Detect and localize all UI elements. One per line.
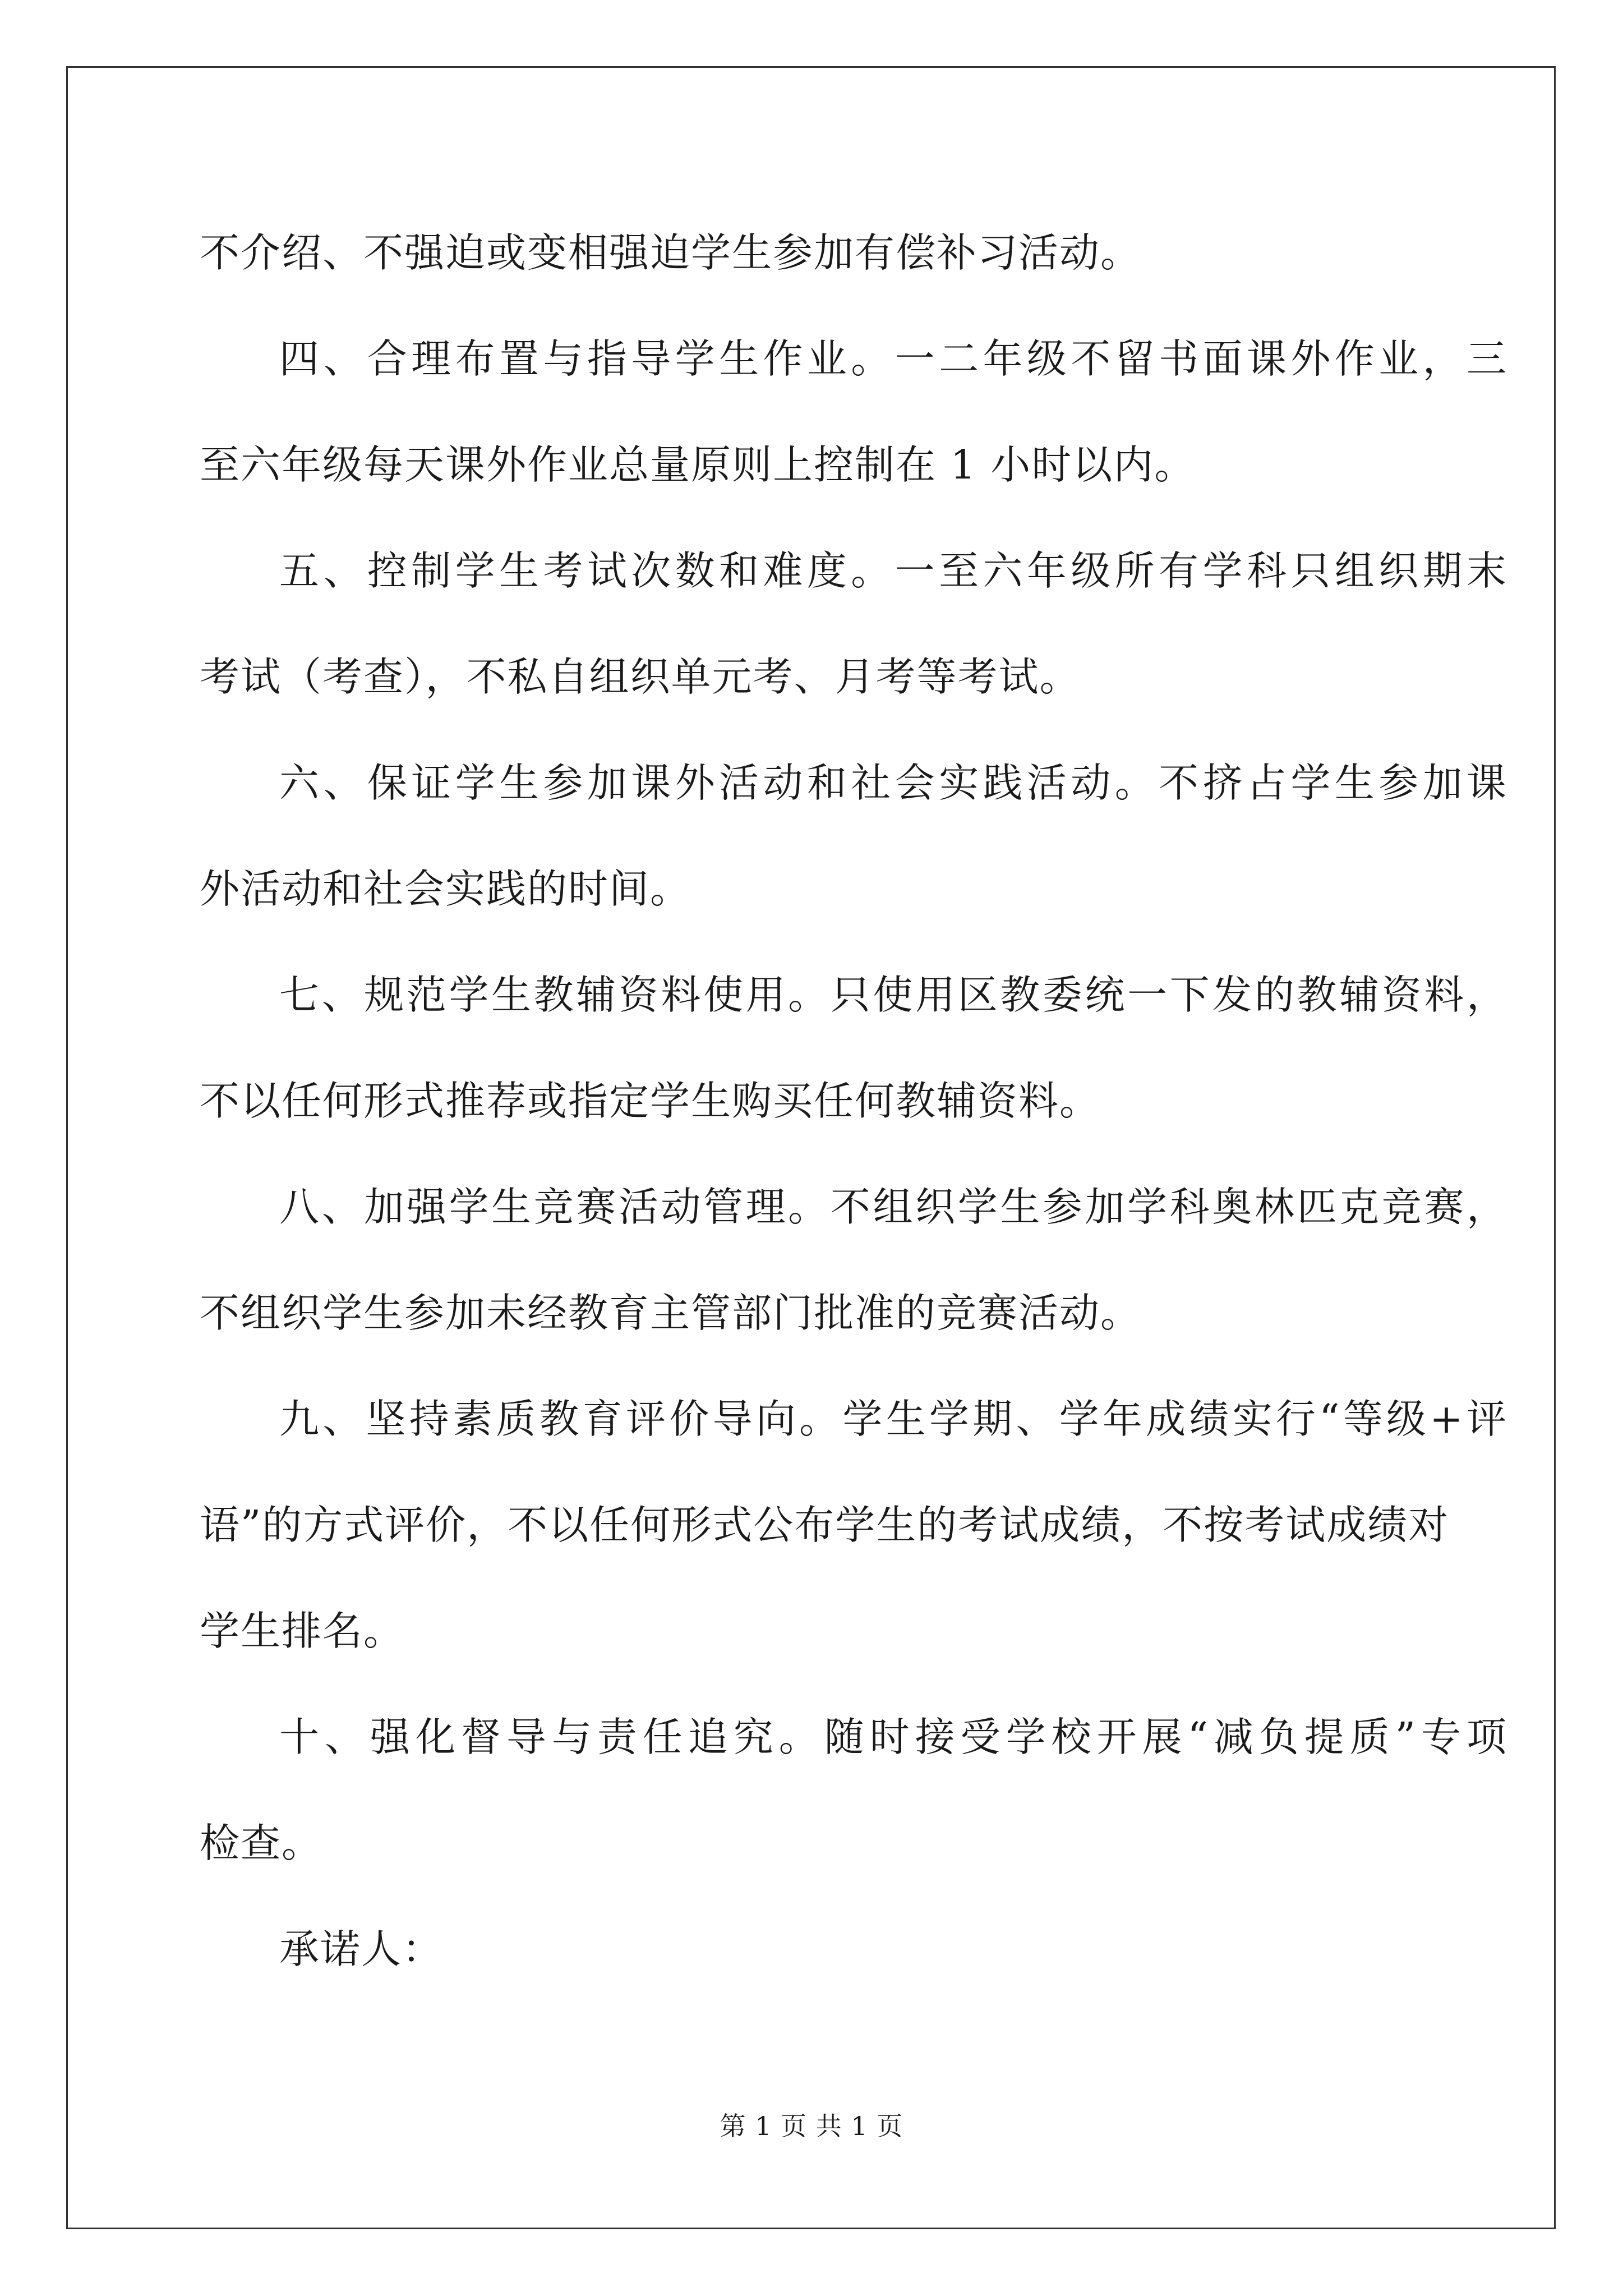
text-line-11: 不组织学生参加未经教育主管部门批准的竞赛活动。	[200, 1290, 1142, 1336]
text-line-8: 七、规范学生教辅资料使用。只使用区教委统一下发的教辅资料，	[279, 972, 1507, 1018]
text-line-14: 学生排名。	[200, 1608, 405, 1654]
text-line-5: 考试（考查），不私自组织单元考、月考等考试。	[200, 654, 1081, 700]
text-line-3: 至六年级每天课外作业总量原则上控制在 1 小时以内。	[200, 441, 1196, 488]
text-line-15: 十、强化督导与责任追究。随时接受学校开展“减负提质”专项	[279, 1714, 1507, 1760]
page-border	[66, 66, 1556, 2229]
text-line-4: 五、控制学生考试次数和难度。一至六年级所有学科只组织期末	[279, 547, 1507, 594]
page-footer: 第 1 页 共 1 页	[720, 2111, 903, 2141]
text-line-7: 外活动和社会实践的时间。	[200, 866, 691, 912]
text-line-1: 不介绍、不强迫或变相强迫学生参加有偿补习活动。	[200, 229, 1142, 276]
signature-label: 承诺人：	[279, 1926, 444, 1972]
text-line-16: 检查。	[200, 1820, 323, 1866]
text-line-9: 不以任何形式推荐或指定学生购买任何教辅资料。	[200, 1078, 1101, 1124]
text-line-2: 四、合理布置与指导学生作业。一二年级不留书面课外作业，三	[279, 335, 1507, 382]
text-line-12: 九、坚持素质教育评价导向。学生学期、学年成绩实行“等级+评	[279, 1396, 1507, 1442]
text-line-13: 语”的方式评价，不以任何形式公布学生的考试成绩，不按考试成绩对	[200, 1502, 1450, 1548]
text-line-10: 八、加强学生竞赛活动管理。不组织学生参加学科奥林匹克竞赛，	[279, 1184, 1507, 1230]
text-line-6: 六、保证学生参加课外活动和社会实践活动。不挤占学生参加课	[279, 760, 1507, 806]
